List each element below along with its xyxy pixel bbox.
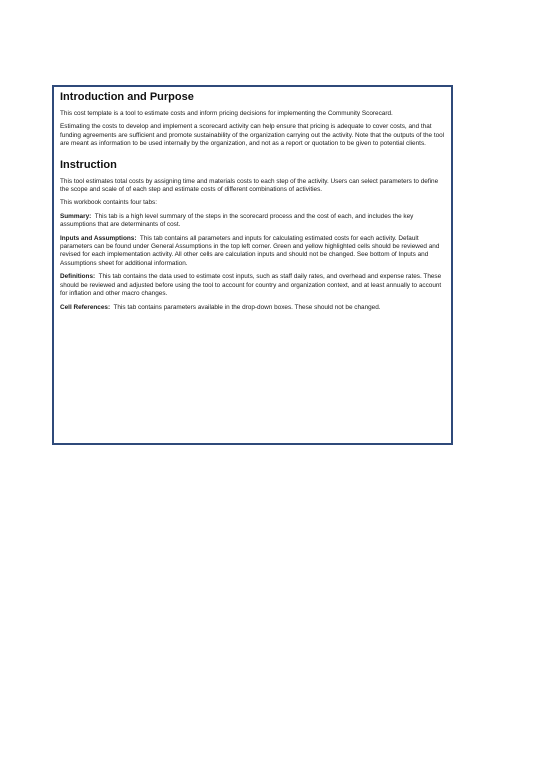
tab-text-definitions: This tab contains the data used to estimate cost inputs, such as staff daily rates, and overhead and expense rates. These should be reviewed and adjusted before using the tool to account for country and organization context, and at least annually to account for inflation and other macro changes. bbox=[60, 273, 442, 298]
instruction-paragraph-2: This workbook containts four tabs: bbox=[60, 199, 157, 207]
tab-text-inputs: This tab contains all parameters and inputs for calculating estimated costs for each activity. Default parameters can be found under General Assumptions in the top left corner. Green and yellow highlighted cells should be reviewed and revised for each implementation activity. All other cells are calculation inputs and should not be changed. See bottom of Inputs and Assumptions sheet for additional information. bbox=[60, 234, 440, 267]
intro-paragraph-1: This cost template is a tool to estimate costs and inform pricing decisions for implementing the Community Scorecard. bbox=[60, 110, 393, 117]
tab-text-cell-references: This tab contains parameters available in the drop-down boxes. These should not be changed. bbox=[113, 303, 381, 311]
tab-description-summary bbox=[60, 213, 445, 230]
intro-paragraph-2: Estimating the costs to develop and implement a scorecard activity can help ensure that pricing is adequate to cover costs, and that funding agreements are sufficient and promote sustainability of the organization carrying out the activity. Note that the outputs of the tool are meant as information to be used internally by the organization, and not as a report or quotation to be given to potential clients. bbox=[60, 123, 445, 148]
tab-term-inputs: Inputs and Assumptions: bbox=[60, 234, 137, 242]
tab-term-cell-references: Cell References: bbox=[60, 303, 111, 311]
tab-term-summary: Summary: bbox=[60, 212, 92, 220]
tab-description-definitions bbox=[60, 273, 445, 298]
tab-term-definitions: Definitions: bbox=[60, 273, 96, 281]
tab-description-cell-references bbox=[60, 304, 445, 312]
instruction-paragraph-1: This tool estimates total costs by assigning time and materials costs to each step of the activity. Users can select parameters to define the scope and scale of of each step and estimate costs of different combinations of activities. bbox=[60, 177, 439, 194]
instruction-heading: Instruction bbox=[60, 158, 117, 171]
instructions-text-box bbox=[52, 85, 453, 445]
tab-text-summary: This tab is a high level summary of the steps in the scorecard process and the cost of each, and includes the key assumptions that are determinants of cost. bbox=[60, 212, 414, 229]
intro-heading: Introduction and Purpose bbox=[60, 91, 194, 103]
tab-description-inputs bbox=[60, 235, 445, 269]
